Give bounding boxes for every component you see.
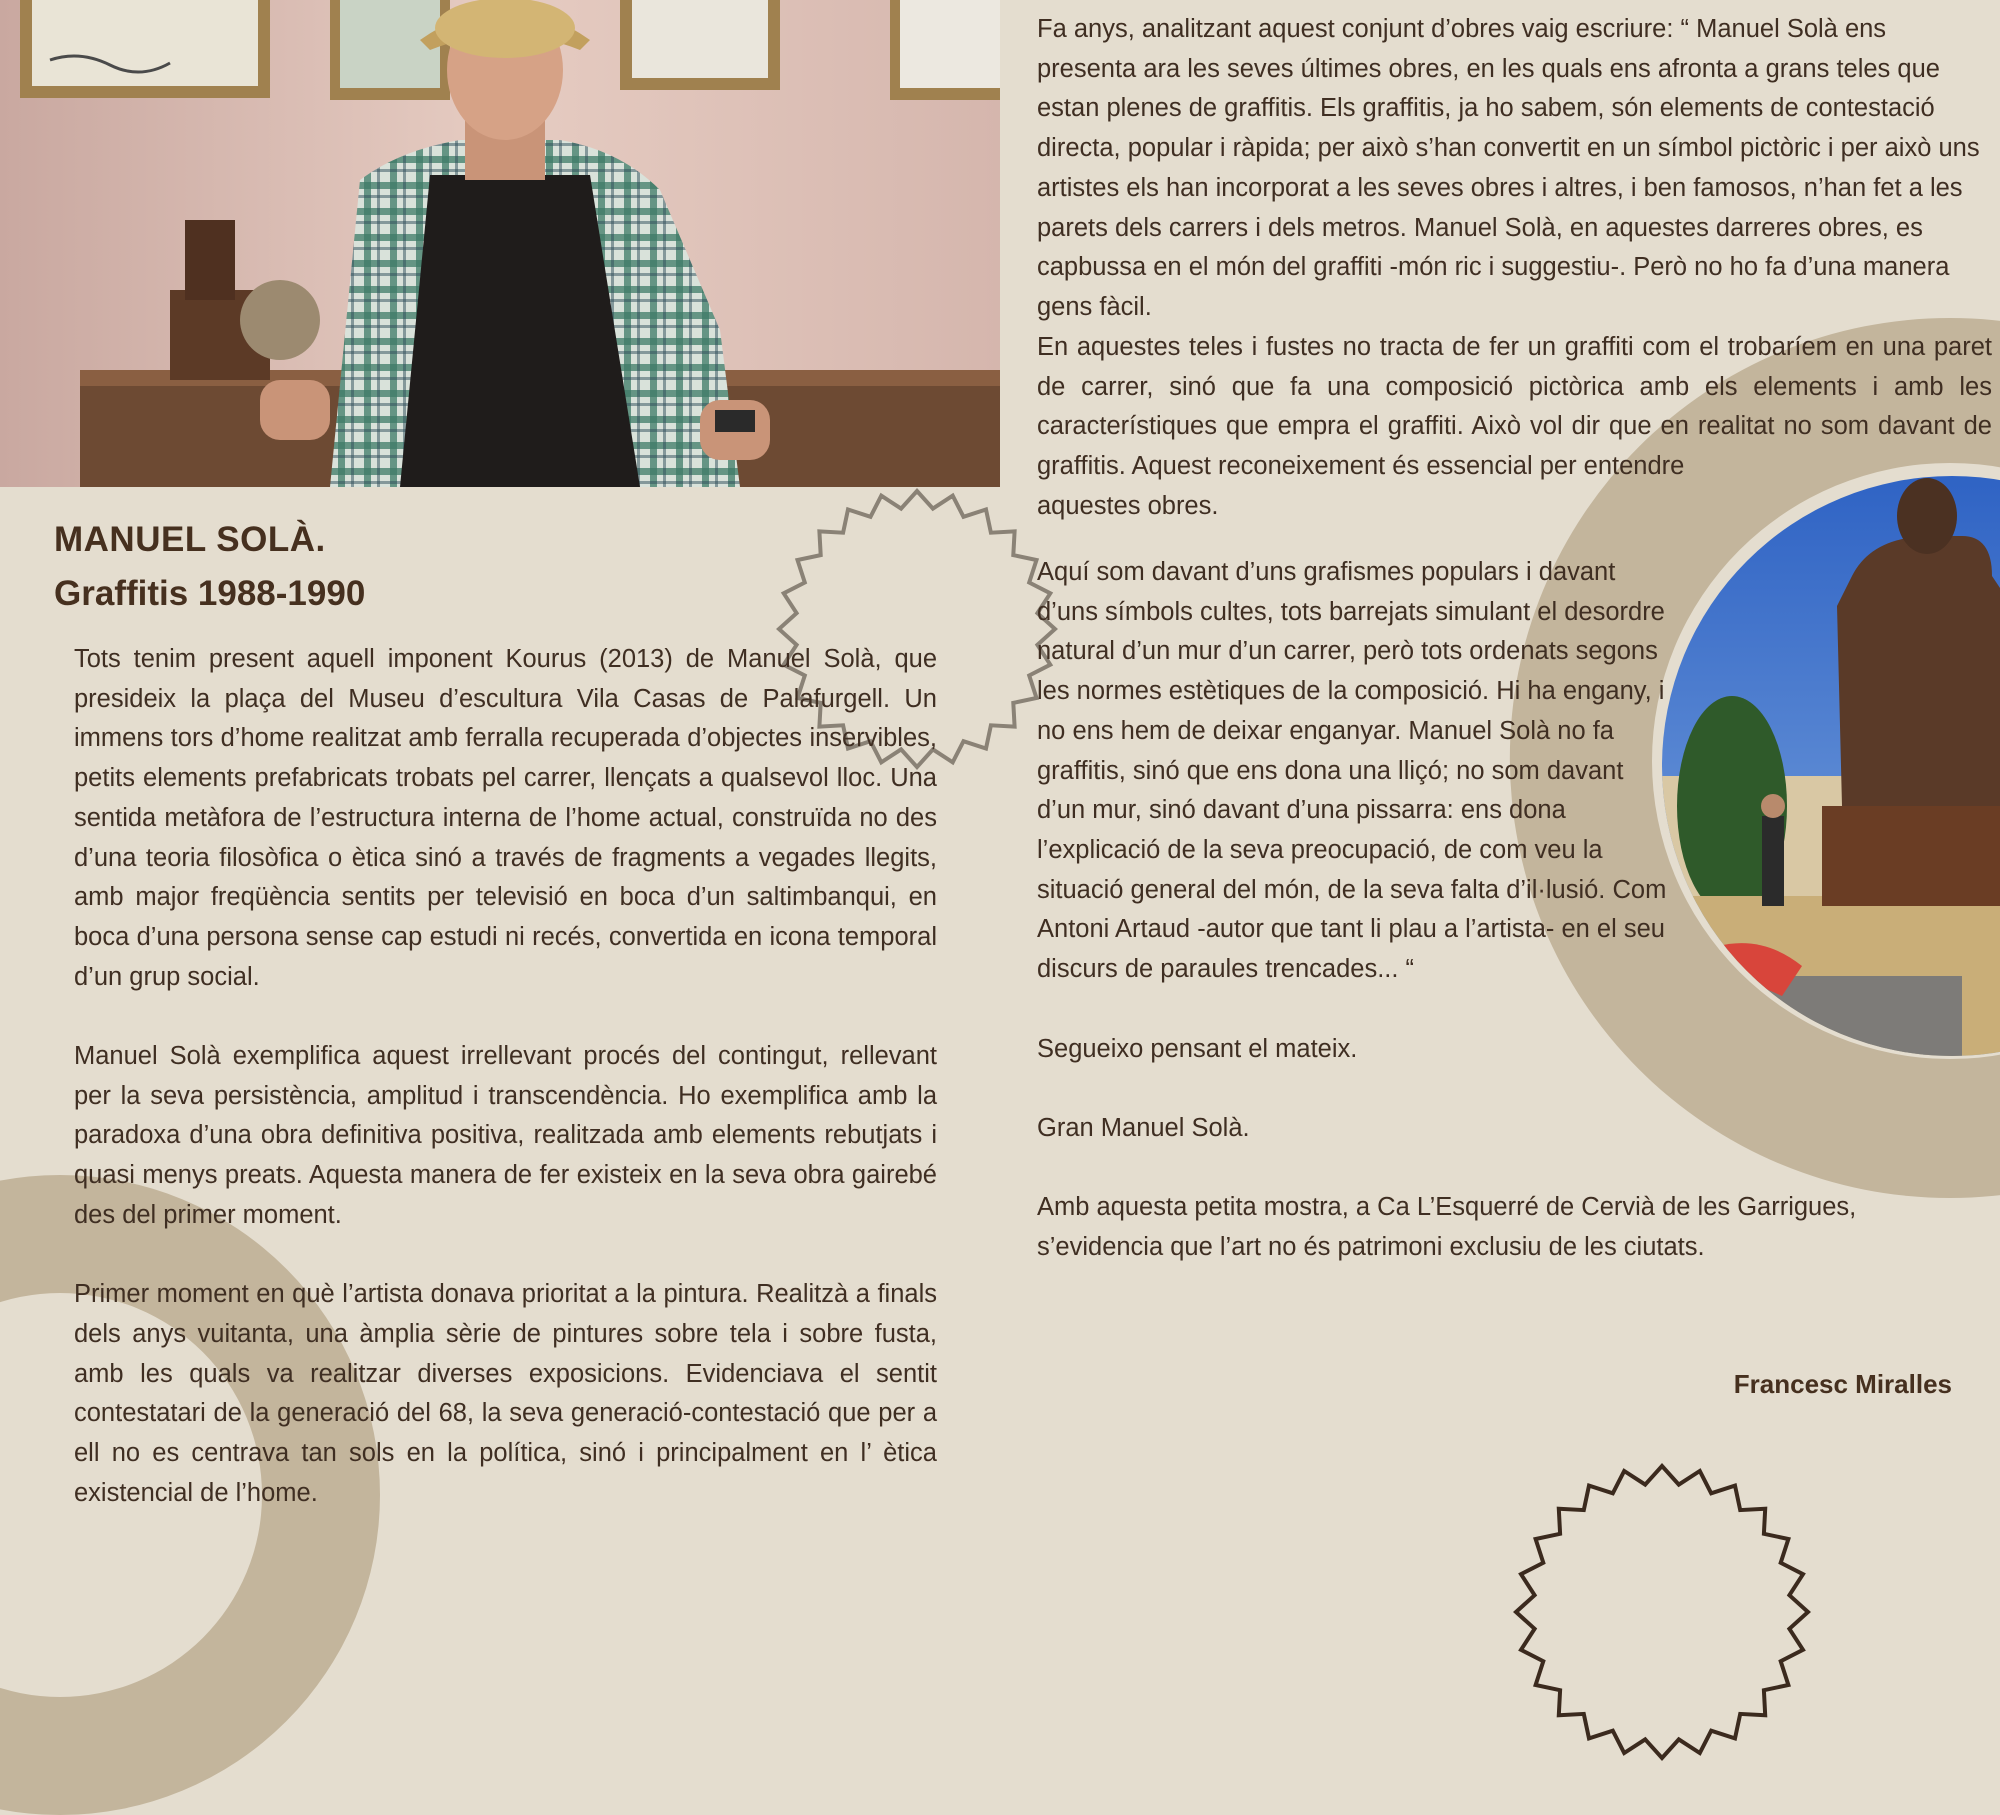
left-column-text bbox=[74, 640, 937, 1553]
right-paragraph-4 bbox=[1037, 1030, 1677, 1070]
right-paragraph-3 bbox=[1037, 553, 1677, 990]
page-title: MANUEL SOLÀ. bbox=[54, 520, 326, 559]
left-paragraph-2: Manuel Solà exemplifica aquest irrellevant procés del contingut, rellevant per la seva persistència, amplitud i transcendència. Ho exemplifica amb la paradoxa d’una obra definitiva positiva, realitzada amb elements rebutjats i quasi menys preats. Aquesta manera de fer existeix en la seva obra gairebé des del primer moment. bbox=[74, 1042, 937, 1229]
right-paragraph-1 bbox=[1037, 10, 1987, 328]
right-paragraph-3-text: Aquí som davant d’uns grafismes populars i davant d’uns símbols cultes, tots barrejats simulant el desordre natural d’un mur d’un carrer, però tots ordenats segons les normes estètiques de la composició. Hi ha engany, i no ens hem de deixar enganyar. Manuel Solà no fa graffitis, sinó que ens dona una lliçó; no som davant d’un mur, sinó davant d’una pissarra: ens dona l’explicació de la seva preocupació, de com veu la situació general del món, de la seva falta d’il·lusió. Com Antoni Artaud -autor que tant li plau a l’artista- en el seu discurs de paraules trencades... “ bbox=[1037, 558, 1667, 984]
starburst-outline-bottom bbox=[1512, 1462, 1812, 1762]
right-paragraph-6-text: Amb aquesta petita mostra, a Ca L’Esquerré de Cervià de les Garrigues, s’evidencia que l’art no és patrimoni exclusiu de les ciutats. bbox=[1037, 1193, 1857, 1261]
right-paragraph-4-text: Segueixo pensant el mateix. bbox=[1037, 1035, 1358, 1063]
left-paragraph-1: Tots tenim present aquell imponent Kourus (2013) de Manuel Solà, que presideix la plaça del Museu d’escultura Vila Casas de Palafurgell. Un immens tors d’home realitzat amb ferralla recuperada d’objectes inservibles, petits elements prefabricats trobats pel carrer, llençats a qualsevol lloc. Una sentida metàfora de l’estructura interna de l’home actual, construïda no des d’una teoria filosòfica o ètica sinó a través de fragments a vegades llegits, amb major freqüència sentits per televisió en boca d’un saltimbanqui, en boca d’una persona sense cap estudi ni recés, convertida en icona temporal d’un grup social. bbox=[74, 645, 937, 991]
left-paragraph-3: Primer moment en què l’artista donava prioritat a la pintura. Realitzà a finals dels anys vuitanta, una àmplia sèrie de pintures sobre tela i sobre fusta, amb les quals va realitzar diverses exposicions. Evidenciava el sentit contestatari de la generació del 68, la seva generació-contestació que per a ell no es centrava tan sols en la política, sinó i principalment en l’ ètica existencial de l’home. bbox=[74, 1280, 937, 1507]
right-paragraph-1-text: Fa anys, analitzant aquest conjunt d’obres vaig escriure: “ Manuel Solà ens presenta ara les seves últimes obres, en les quals ens afronta a grans teles que estan plenes de graffitis. Els graffitis, ja ho sabem, són elements de contestació directa, popular i ràpida; per això s’han convertit en un símbol pictòric i per això uns artistes els han incorporat a les seves obres i altres, i ben famosos, n’han fet a les parets dels carrers i dels metros. Manuel Solà, en aquestes darreres obres, es capbussa en el món del graffiti -món ric i suggestiu-. Però no ho fa d’una manera gens fàcil. bbox=[1037, 15, 1980, 321]
page-subtitle: Graffitis 1988-1990 bbox=[54, 574, 366, 613]
right-paragraph-2 bbox=[1037, 328, 1992, 527]
artist-portrait-photo bbox=[0, 0, 1000, 487]
starburst-shape bbox=[1516, 1466, 1808, 1758]
right-paragraph-5-text: Gran Manuel Solà. bbox=[1037, 1114, 1250, 1142]
right-paragraph-6 bbox=[1037, 1188, 1937, 1267]
right-paragraph-5 bbox=[1037, 1109, 1677, 1149]
right-paragraph-2-tail: aquestes obres. bbox=[1037, 491, 1219, 520]
author-signature: Francesc Miralles bbox=[1733, 1369, 1952, 1399]
right-paragraph-2-text: En aquestes teles i fustes no tracta de fer un graffiti com el trobaríem en una paret de carrer, sinó que fa una composició pictòrica amb els elements i amb les característiques que empra el graffiti. Això vol dir que en realitat no som davant de graffitis. Aquest reconeixement és essencial per entendre bbox=[1037, 333, 1992, 481]
